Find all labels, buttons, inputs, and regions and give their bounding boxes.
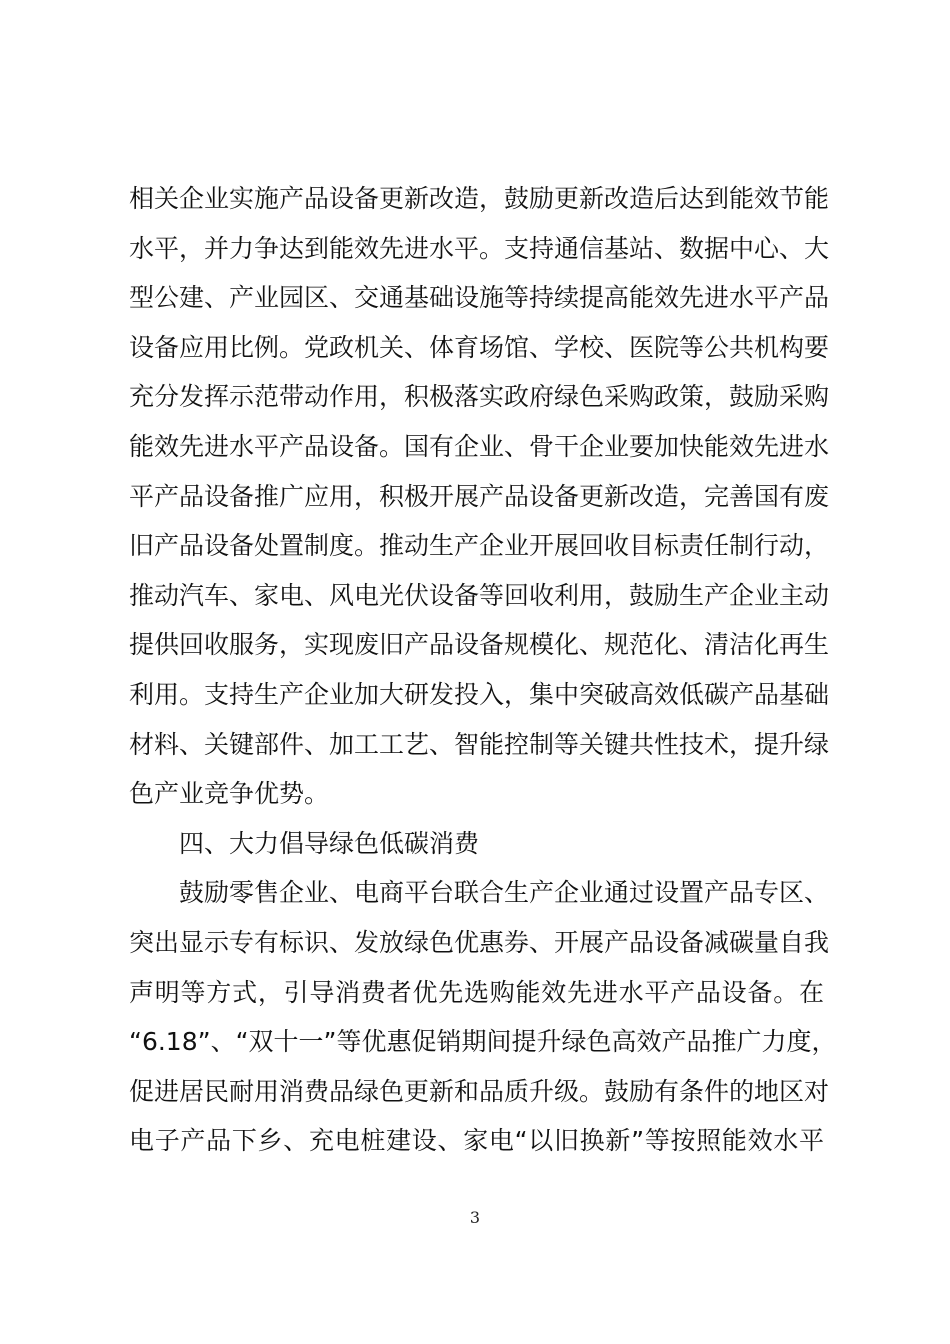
text-line: 鼓励零售企业、电商平台联合生产企业通过设置产品专区、 <box>179 878 830 908</box>
text-line: 声明等方式，引导消费者优先选购能效先进水平产品设备。在 <box>129 977 824 1007</box>
page-number: 3 <box>469 1208 481 1227</box>
text-line: 相关企业实施产品设备更新改造，鼓励更新改造后达到能效节能 <box>129 184 830 213</box>
text-line: “6.18”、“双十一”等优惠促销期间提升绿色高效产品推广力度， <box>129 1027 837 1057</box>
text-line: 平产品设备推广应用，积极开展产品设备更新改造，完善国有废 <box>129 481 830 511</box>
text-line: 促进居民耐用消费品绿色更新和品质升级。鼓励有条件的地区对 <box>129 1076 830 1106</box>
text-line: 推动汽车、家电、风电光伏设备等回收利用，鼓励生产企业主动 <box>129 580 830 610</box>
text-line: 利用。支持生产企业加大研发投入，集中突破高效低碳产品基础 <box>129 679 830 709</box>
text-line: 电子产品下乡、充电桩建设、家电“以旧换新”等按照能效水平 <box>129 1126 824 1156</box>
text-line: 能效先进水平产品设备。国有企业、骨干企业要加快能效先进水 <box>129 431 830 461</box>
text-line: 旧产品设备处置制度。推动生产企业开展回收目标责任制行动， <box>129 531 830 561</box>
text-line: 色产业竞争优势。 <box>129 779 330 809</box>
section-heading: 四、大力倡导绿色低碳消费 <box>179 828 480 858</box>
text-line: 材料、关键部件、加工工艺、智能控制等关键共性技术，提升绿 <box>129 729 830 759</box>
document-body <box>129 174 837 1166</box>
text-line: 突出显示专有标识、发放绿色优惠券、开展产品设备减碳量自我 <box>129 927 830 957</box>
text-line: 充分发挥示范带动作用，积极落实政府绿色采购政策，鼓励采购 <box>129 382 830 412</box>
text-line: 提供回收服务，实现废旧产品设备规模化、规范化、清洁化再生 <box>129 630 830 660</box>
text-line: 型公建、产业园区、交通基础设施等持续提高能效先进水平产品 <box>129 283 830 313</box>
text-line: 设备应用比例。党政机关、体育场馆、学校、医院等公共机构要 <box>129 332 830 362</box>
text-line: 水平，并力争达到能效先进水平。支持通信基站、数据中心、大 <box>129 233 830 263</box>
